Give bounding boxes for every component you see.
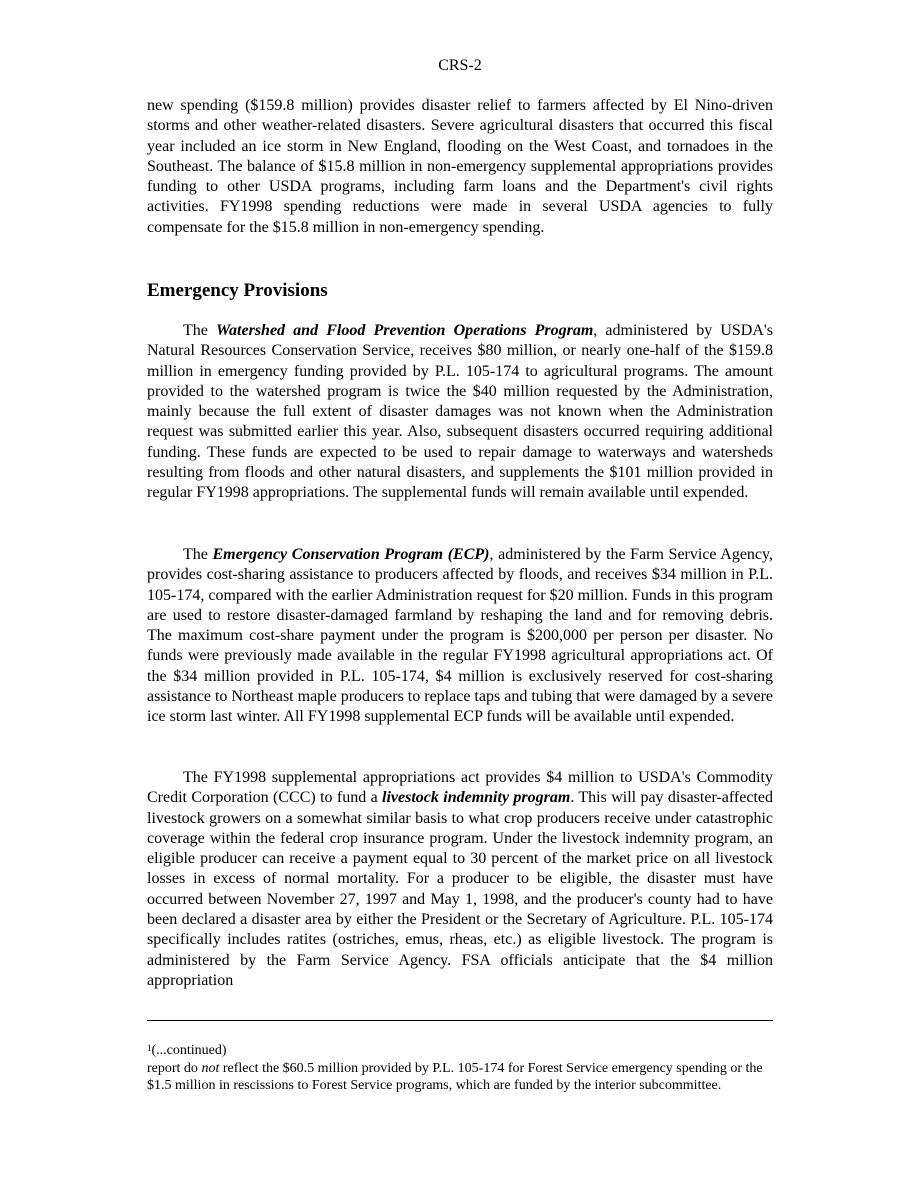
paragraph-body: . This will pay disaster-affected livestock growers on a somewhat similar basis to what crop producers receive under catastrophic coverage within the federal crop insurance program. Under the livestock indemnity program, an eligible producer can receive a payment equal to 30 percent of the market price on all livestock losses in excess of normal mortality. For a producer to be eligible, the disaster must have occurred between November 27, 1997 and May 1, 1998, and the producer's county had to have been declared a disaster area by either the President or the Secretary of Agriculture. P.L. 105-174 specifically includes ratites (ostriches, emus, rheas, etc.) as eligible livestock. The program is administered by the Farm Service Agency. FSA officials anticipate that the $4 million appropriation (147, 789, 774, 989)
footnote-continued-line (147, 1042, 773, 1060)
paragraph-text (147, 545, 773, 728)
paragraph-body: , administered by USDA's Natural Resources Conservation Service, receives $80 million, or nearly one-half of the $159.8 million in emergency funding provided by P.L. 105-174 to agricultural programs. The amount provided to the watershed program is twice the $40 million requested by the Administration, mainly because the full extent of disaster damages was not known when the Administration request was submitted earlier this year. Also, subsequent disasters occurred requiring additional funding. These funds are expected to be used to repair damage to waterways and watersheds resulting from floods and other natural disasters, and supplements the $101 million provided in regular FY1998 appropriations. The supplemental funds will remain available until expended. (147, 322, 774, 502)
footnote-marker: 1 (147, 1043, 152, 1053)
page-number-header: CRS-2 (438, 57, 482, 74)
program-name-emphasis: Watershed and Flood Prevention Operations Program (216, 322, 594, 339)
paragraph-intro: The (183, 546, 213, 563)
lead-paragraph-text: new spending ($159.8 million) provides disaster relief to farmers affected by El Nino-driven storms and other weather-related disasters. Severe agricultural disasters that occurred this fiscal year included an ice storm in New England, flooding on the West Coast, and tornadoes in the Southeast. The balance of $15.8 million in non-emergency supplemental appropriations provides funding to other USDA programs, including farm loans and the Department's civil rights activities. FY1998 spending reductions were made in several USDA agencies to fully compensate for the $15.8 million in non-emergency spending. (147, 97, 773, 236)
paragraph-body: , administered by the Farm Service Agency, provides cost-sharing assistance to producers affected by floods, and receives $34 million in P.L. 105-174, compared with the earlier Administration request for $20 million. Funds in this program are used to restore disaster-damaged farmland by reshaping the land and for removing debris. The maximum cost-share payment under the program is $200,000 per person per disaster. No funds were previously made available in the regular FY1998 agricultural appropriations act. Of the $34 million provided in P.L. 105-174, $4 million is exclusively reserved for cost-sharing assistance to Northeast maple producers to replace taps and tubing that were damaged by a severe ice storm last winter. All FY1998 supplemental ECP funds will be available until expended. (147, 546, 773, 726)
paragraph-livestock-program (147, 768, 773, 991)
footnote-text-before: report do (147, 1060, 202, 1076)
paragraph-intro: The (183, 322, 217, 339)
lead-paragraph (147, 96, 773, 238)
paragraph-ecp-program (147, 545, 773, 728)
footnote-emphasis: not (201, 1060, 220, 1076)
footnote (147, 1042, 773, 1095)
footnote-continued-label: (...continued) (151, 1043, 227, 1058)
program-name-emphasis: livestock indemnity program (382, 789, 571, 807)
footnote-text (147, 1060, 773, 1095)
paragraph-text (147, 768, 773, 991)
paragraph-watershed-program (147, 321, 773, 504)
footnote-text-after: reflect the $60.5 million provided by P.L. 105-174 for Forest Service emergency spending or the $1.5 million in rescissions to Forest Service programs, which are funded by the interior subcommittee. (147, 1060, 763, 1093)
paragraph-text (147, 321, 773, 504)
paragraph-intro: The FY1998 supplemental appropriations act provides $4 million to USDA's Commodity Credit Corporation (CCC) to fund a (147, 769, 773, 807)
footnote-separator-rule (147, 1020, 773, 1021)
section-heading: Emergency Provisions (147, 280, 328, 301)
program-name-emphasis: Emergency Conservation Program (ECP) (212, 546, 490, 563)
